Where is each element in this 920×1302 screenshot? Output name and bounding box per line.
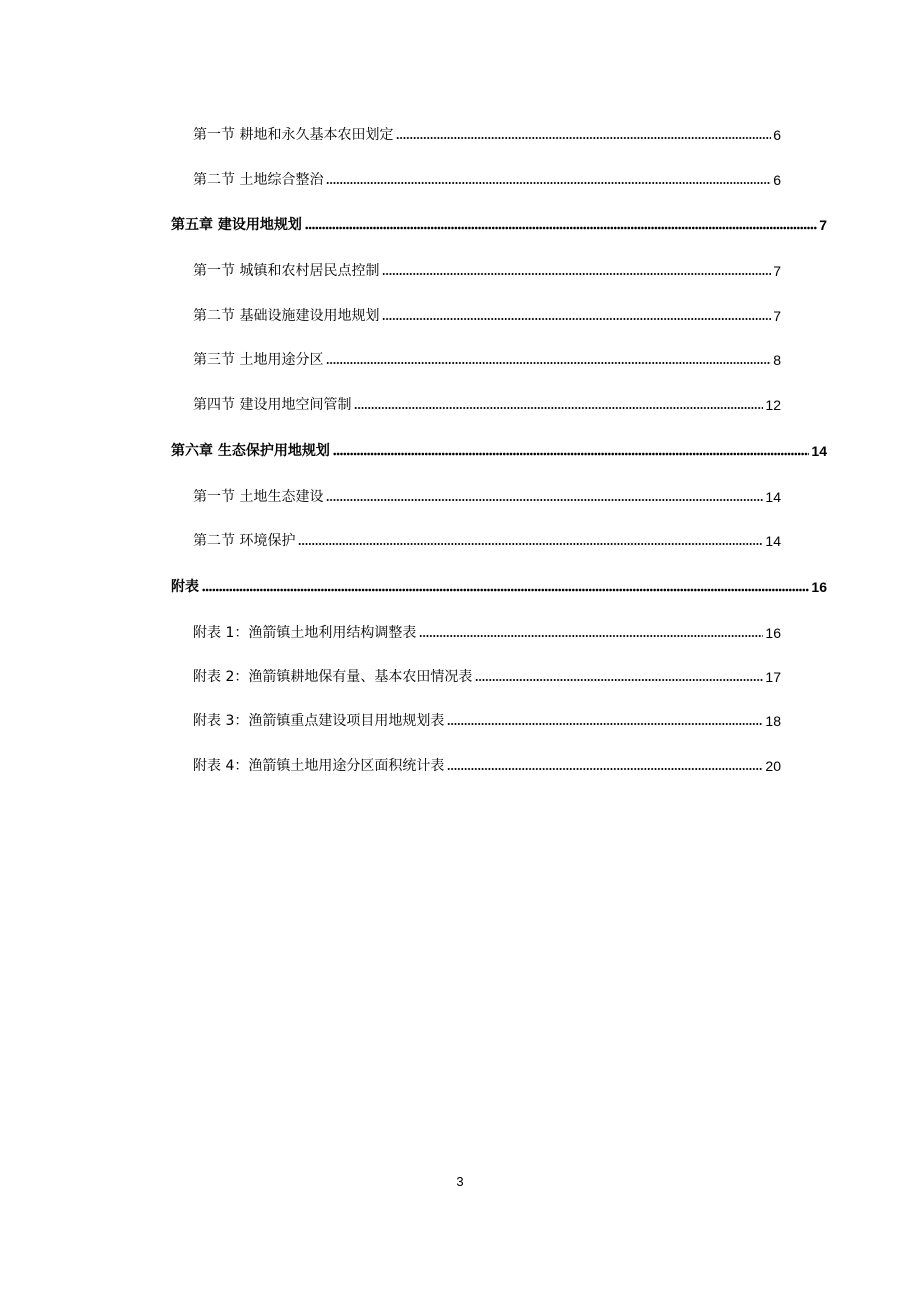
- toc-entry-page: 20: [765, 758, 781, 774]
- toc-entry-section[interactable]: [193, 258, 781, 280]
- toc-entry-section[interactable]: [193, 484, 781, 506]
- toc-dot-leader: [202, 588, 809, 592]
- toc-entry-section[interactable]: [193, 753, 781, 775]
- toc-entry-page: 8: [773, 352, 781, 368]
- toc-dot-leader: [447, 722, 763, 726]
- toc-dot-leader: [305, 226, 817, 230]
- toc-entry-title: 附表 2：渔箭镇耕地保有量、基本农田情况表: [193, 669, 473, 685]
- toc-entry-page: 14: [765, 489, 781, 505]
- toc-entry-title: 第一节 耕地和永久基本农田划定: [193, 127, 394, 143]
- toc-entry-section[interactable]: [193, 122, 781, 144]
- toc-entry-title: 第二节 环境保护: [193, 533, 296, 549]
- toc-entry-title: 第五章 建设用地规划: [171, 217, 302, 233]
- toc-entry-page: 14: [765, 533, 781, 549]
- toc-entry-title: 附表 1：渔箭镇土地利用结构调整表: [193, 625, 417, 641]
- toc-entry-title: 附表: [171, 579, 199, 595]
- toc-entry-title: 附表 4：渔箭镇土地用途分区面积统计表: [193, 758, 445, 774]
- toc-entry-page: 7: [773, 263, 781, 279]
- toc-entry-page: 7: [819, 217, 827, 233]
- toc-entry-title: 第一节 城镇和农村居民点控制: [193, 263, 380, 279]
- toc-entry-section[interactable]: [193, 347, 781, 369]
- toc-entry-title: 第二节 基础设施建设用地规划: [193, 308, 380, 324]
- toc-dot-leader: [382, 272, 771, 276]
- toc-entry-page: 17: [765, 669, 781, 685]
- toc-dot-leader: [354, 406, 763, 410]
- toc-entry-page: 16: [811, 579, 827, 595]
- toc-entry-title: 第四节 建设用地空间管制: [193, 397, 352, 413]
- toc-entry-title: 附表 3：渔箭镇重点建设项目用地规划表: [193, 713, 445, 729]
- toc-dot-leader: [396, 136, 771, 140]
- toc-entry-title: 第二节 土地综合整治: [193, 172, 324, 188]
- toc-entry-page: 12: [765, 397, 781, 413]
- toc-entry-page: 18: [765, 713, 781, 729]
- toc-entry-title: 第六章 生态保护用地规划: [171, 443, 330, 459]
- toc-dot-leader: [298, 542, 763, 546]
- toc-entry-section[interactable]: [193, 167, 781, 189]
- toc-entry-section[interactable]: [193, 303, 781, 325]
- toc-entry-section[interactable]: [193, 708, 781, 730]
- toc-dot-leader: [326, 181, 771, 185]
- toc-entry-page: 16: [765, 625, 781, 641]
- toc-dot-leader: [475, 678, 763, 682]
- toc-dot-leader: [447, 767, 763, 771]
- toc-entry-title: 第一节 土地生态建设: [193, 489, 324, 505]
- toc-entry-section[interactable]: [193, 664, 781, 686]
- toc-dot-leader: [333, 452, 810, 456]
- toc-entry-section[interactable]: [193, 620, 781, 642]
- toc-entry-page: 14: [811, 443, 827, 459]
- toc-entry-chapter[interactable]: [171, 574, 827, 596]
- toc-entry-chapter[interactable]: [171, 212, 827, 234]
- toc-dot-leader: [326, 498, 763, 502]
- page-number: 3: [456, 1174, 464, 1189]
- toc-entry-page: 6: [773, 127, 781, 143]
- toc-entry-page: 7: [773, 308, 781, 324]
- toc-entry-section[interactable]: [193, 392, 781, 414]
- toc-dot-leader: [382, 317, 771, 321]
- toc-entry-chapter[interactable]: [171, 438, 827, 460]
- toc-entry-section[interactable]: [193, 528, 781, 550]
- toc-dot-leader: [326, 361, 771, 365]
- toc-entry-page: 6: [773, 172, 781, 188]
- toc-entry-title: 第三节 土地用途分区: [193, 352, 324, 368]
- toc-dot-leader: [419, 634, 763, 638]
